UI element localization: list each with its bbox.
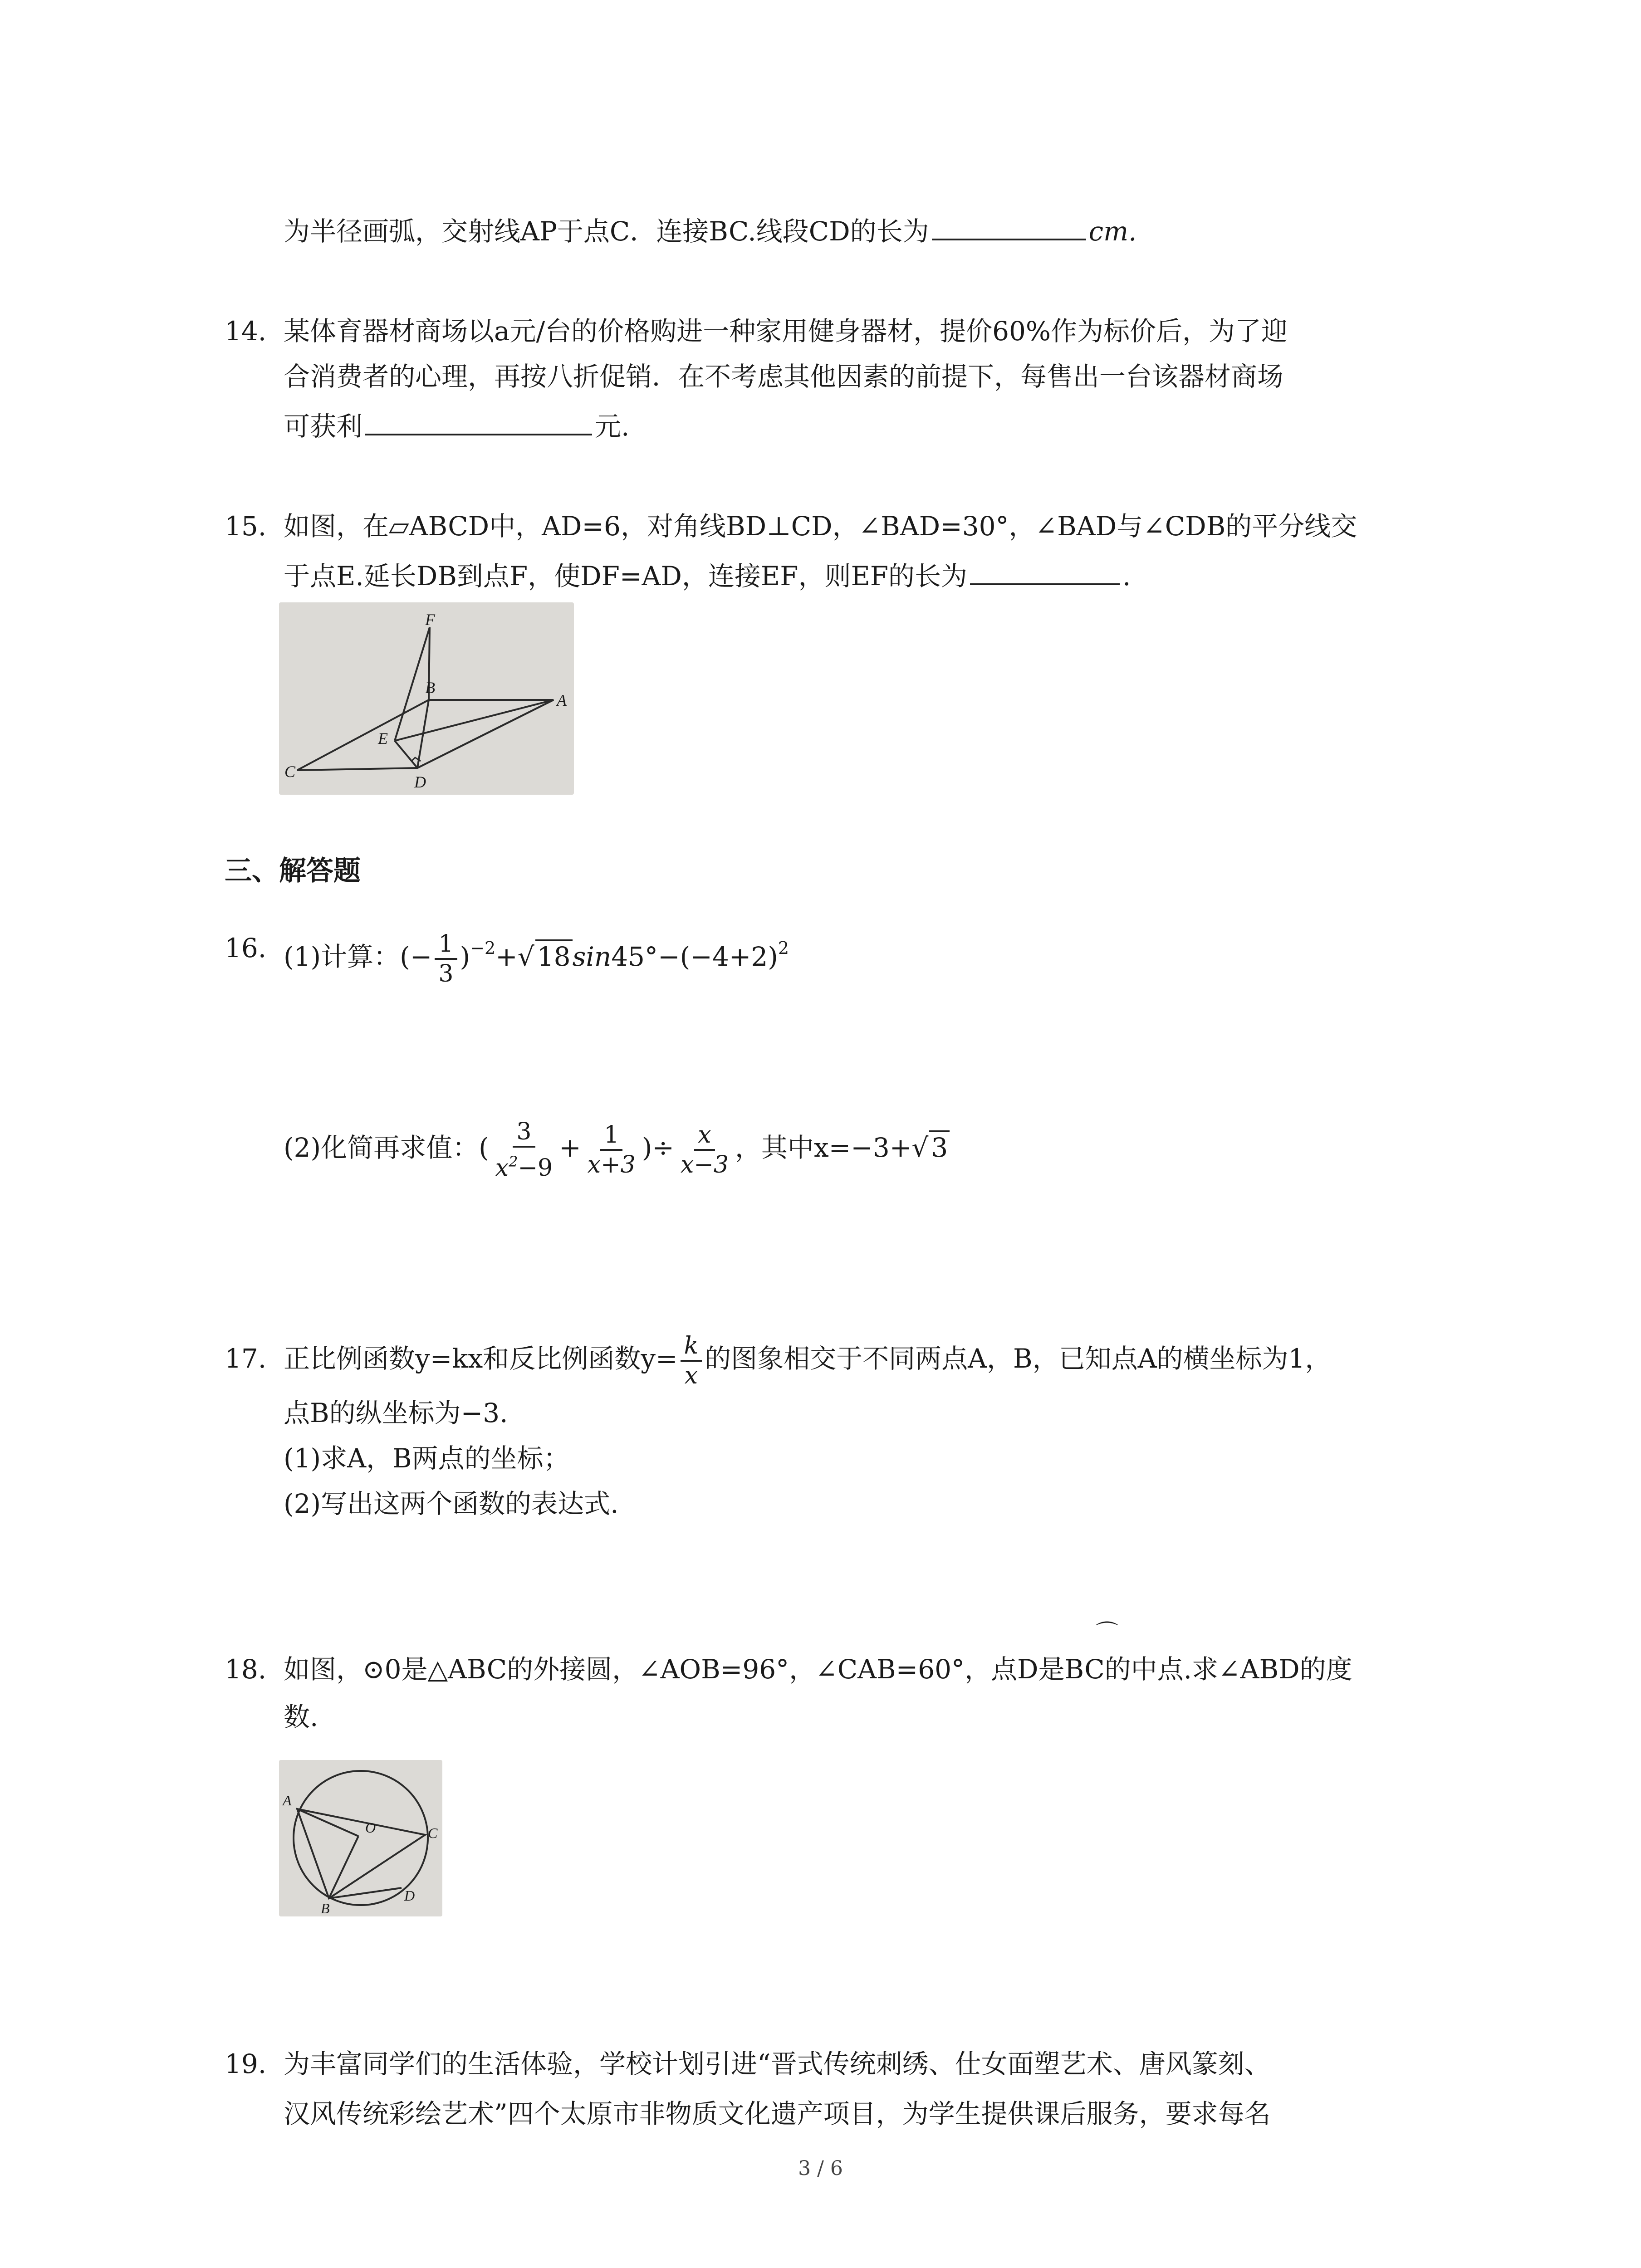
- q16-part2-div: )÷: [642, 1132, 674, 1163]
- q16-frac-one-third: [435, 930, 457, 988]
- q16-rest: 45°−(−4+2): [611, 941, 778, 972]
- q16-root-3: 3: [929, 1130, 950, 1163]
- q17-frac-k-over-x: [681, 1332, 702, 1390]
- q16-exp2: 2: [778, 938, 789, 958]
- q17-line1: [284, 1322, 1331, 1395]
- q16-part2-label: (2)化简再求值：(: [284, 1132, 489, 1163]
- q18-number: 18.: [225, 1654, 267, 1685]
- q19-line1: 为丰富同学们的生活体验，学校计划引进“晋式传统刺绣、仕女面塑艺术、唐风篆刻、: [284, 2048, 1271, 2079]
- q14-line2: 合消费者的心理，再按八折促销．在不考虑其他因素的前提下，每售出一台该器材商场: [284, 361, 1284, 392]
- frac-den: 3: [438, 960, 454, 987]
- frac-den: x: [684, 1362, 698, 1389]
- label-d: D: [414, 773, 426, 791]
- triangle-abc: [297, 1809, 425, 1898]
- label-a: A: [557, 691, 567, 709]
- q14-line3: [284, 408, 629, 445]
- label-a: A: [283, 1792, 292, 1809]
- sqrt-sign: √: [911, 1132, 929, 1163]
- q16-frac-x-over-x-3: [677, 1121, 732, 1179]
- q16-plus: +: [495, 941, 518, 972]
- q14-number: 14.: [225, 316, 267, 347]
- q14-line3-prefix: 可获利: [284, 411, 363, 442]
- q17-line3: (1)求A，B两点的坐标；: [284, 1443, 570, 1474]
- den-base: x: [495, 1154, 509, 1182]
- q18-line1: 如图，⊙0是△ABC的外接圆，∠AOB=96°，∠CAB=60°，点D是BC的中点.求∠ABD的度: [284, 1654, 1352, 1685]
- frac-den: x−3: [680, 1151, 729, 1178]
- q13-unit: cm.: [1088, 216, 1137, 247]
- q15-line1: 如图，在▱ABCD中，AD=6，对角线BD⊥CD，∠BAD=30°，∠BAD与∠CDB的平分线交: [284, 511, 1357, 542]
- frac-den: x+3: [587, 1151, 636, 1178]
- label-b: B: [425, 679, 435, 697]
- q18-arc-mark: ⌒: [1096, 1620, 1118, 1646]
- q15-line2: [284, 558, 1131, 594]
- label-o: O: [365, 1819, 376, 1836]
- q16-frac-3-over-x2-9: [492, 1118, 556, 1182]
- frac-num: k: [681, 1332, 702, 1362]
- sqrt-sign: √: [517, 941, 534, 972]
- q14-line1: 某体育器材商场以a元/台的价格购进一种家用健身器材，提价60%作为标价后，为了迎: [284, 316, 1288, 347]
- frac-num: 3: [513, 1118, 535, 1148]
- q16-part1-label: (1)计算：: [284, 941, 400, 972]
- q16-sin: sin: [572, 941, 612, 972]
- label-e: E: [378, 729, 388, 748]
- label-d: D: [404, 1887, 415, 1904]
- bisector-de: [395, 741, 417, 768]
- frac-num: 1: [435, 930, 457, 960]
- diagonal-da: [417, 700, 554, 768]
- q17-line4: (2)写出这两个函数的表达式.: [284, 1488, 619, 1519]
- q14-line3-suffix: 元.: [595, 411, 630, 442]
- q16-part2: [284, 1111, 950, 1184]
- q16-part2-plus: +: [559, 1132, 581, 1163]
- den-exp: 2: [509, 1153, 518, 1170]
- frac-den: [492, 1148, 556, 1182]
- q16-number: 16.: [225, 933, 267, 963]
- label-c: C: [284, 763, 296, 781]
- q15-line2-prefix: 于点E.延长DB到点F，使DF=AD，连接EF，则EF的长为: [284, 561, 968, 591]
- q13-tail-line: [284, 213, 1137, 249]
- q19-number: 19.: [225, 2048, 267, 2079]
- q17-line1-b: 的图象相交于不同两点A，B，已知点A的横坐标为1，: [705, 1343, 1332, 1374]
- label-c: C: [428, 1825, 438, 1841]
- label-b: B: [321, 1900, 330, 1916]
- q18-figure-svg: [279, 1760, 442, 1916]
- q15-line2-suffix: .: [1122, 561, 1131, 591]
- q14-answer-blank[interactable]: [365, 408, 592, 435]
- section-title: 三、解答题: [225, 855, 361, 887]
- q15-figure-svg: [279, 602, 574, 795]
- label-f: F: [425, 611, 435, 629]
- den-tail: −9: [518, 1154, 553, 1182]
- q17-number: 17.: [225, 1343, 267, 1374]
- q15-answer-blank[interactable]: [970, 558, 1120, 585]
- q16-part1-open: (−: [400, 941, 432, 972]
- q15-number: 15.: [225, 511, 267, 542]
- segment-ao: [297, 1809, 358, 1836]
- q16-root-18: 18: [535, 939, 573, 972]
- q15-parallelogram-figure: [279, 602, 574, 795]
- q16-exp: −2: [470, 938, 496, 958]
- q13-tail-text: 为半径画弧，交射线AP于点C．连接BC.线段CD的长为: [284, 216, 929, 247]
- q19-line2: 汉风传统彩绘艺术”四个太原市非物质文化遗产项目，为学生提供课后服务，要求每名: [284, 2098, 1271, 2129]
- q16-frac-1-over-x3: [584, 1121, 639, 1179]
- q18-circle-figure: [279, 1760, 442, 1916]
- q13-answer-blank[interactable]: [932, 213, 1086, 240]
- frac-num: x: [694, 1121, 715, 1151]
- circumcircle: [294, 1771, 428, 1905]
- q17-line2: 点B的纵坐标为−3.: [284, 1398, 508, 1428]
- page-number: 3 / 6: [798, 2157, 843, 2180]
- q16-part2-where: ，其中x=−3+: [735, 1132, 912, 1163]
- q16-part1: (1)计算：(− $\frac{1}{3}$ )$^{-2}$+√ $18\sin 45^\circ-(-4+2)^2$: [284, 930, 789, 987]
- q18-line2: 数.: [284, 1701, 318, 1732]
- segment-bd: [329, 1888, 402, 1898]
- q17-line1-a: 正比例函数y=kx和反比例函数y=: [284, 1343, 678, 1374]
- frac-num: 1: [600, 1121, 622, 1151]
